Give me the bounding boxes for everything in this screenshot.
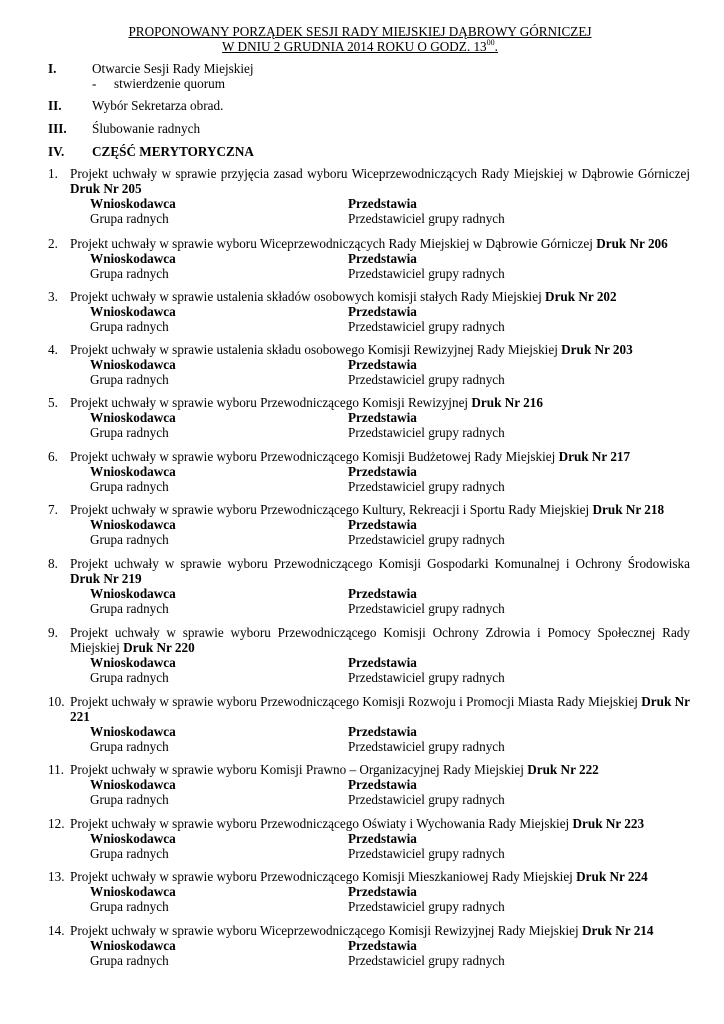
item-description — [70, 694, 690, 724]
title-line-1: PROPONOWANY PORZĄDEK SESJI RADY MIEJSKIEJ DĄBROWY GÓRNICZEJ — [128, 24, 592, 39]
proposer-value: Grupa radnych — [90, 479, 169, 494]
proposer-heading: Wnioskodawca — [90, 357, 176, 372]
subitem-text: stwierdzenie quorum — [114, 76, 225, 91]
item-text: Projekt uchwały w sprawie wyboru Przewodniczącego Komisji Rewizyjnej — [70, 395, 469, 410]
proposer-heading: Wnioskodawca — [90, 938, 176, 953]
item-header-row — [48, 410, 690, 425]
presenter-heading: Przedstawia — [348, 655, 417, 670]
item-description — [70, 556, 690, 586]
document-title — [60, 24, 660, 54]
item-number: 4. — [48, 342, 58, 357]
item-text: Projekt uchwały w sprawie wyboru Wiceprzewodniczącego Komisji Rewizyjnej Rady Miejskiej — [70, 923, 579, 938]
druk-number: Druk Nr 202 — [545, 289, 617, 304]
item-value-row — [48, 532, 690, 547]
druk-number: Druk Nr 205 — [70, 181, 142, 196]
item-number: 13. — [48, 869, 65, 884]
proposer-heading: Wnioskodawca — [90, 517, 176, 532]
item-description — [70, 502, 690, 517]
item-header-row — [48, 196, 690, 211]
item-number: 11. — [48, 762, 64, 777]
item-header-row — [48, 517, 690, 532]
title-line-2-end: . — [494, 39, 498, 54]
agenda-item — [48, 449, 690, 494]
item-text: Projekt uchwały w sprawie wyboru Przewodniczącego Komisji Budżetowej Rady Miejskiej — [70, 449, 556, 464]
item-header-row — [48, 655, 690, 670]
druk-number: Druk Nr 216 — [471, 395, 543, 410]
druk-number: Druk Nr 218 — [592, 502, 665, 517]
druk-number: Druk Nr 206 — [596, 236, 668, 251]
item-description — [70, 816, 690, 831]
item-text: Projekt uchwały w sprawie wyboru Przewodniczącego Komisji Gospodarki Komunalnej i Ochrony Środowiska — [70, 556, 690, 571]
item-number: 8. — [48, 556, 58, 571]
item-value-row — [48, 266, 690, 281]
agenda-item — [48, 816, 690, 861]
item-value-row — [48, 319, 690, 334]
item-description — [70, 923, 690, 938]
presenter-value: Przedstawiciel grupy radnych — [348, 846, 505, 861]
item-description — [70, 869, 690, 884]
section-number: II. — [48, 98, 62, 113]
section-text: Ślubowanie radnych — [92, 121, 201, 136]
item-number: 3. — [48, 289, 58, 304]
item-value-row — [48, 372, 690, 387]
druk-number: Druk Nr 214 — [581, 923, 654, 938]
proposer-heading: Wnioskodawca — [90, 410, 176, 425]
subitem-dash: - — [92, 76, 97, 91]
proposer-value: Grupa radnych — [90, 372, 169, 387]
item-text: Projekt uchwały w sprawie wyboru Przewodniczącego Kultury, Rekreacji i Sportu Rady Miejskiej — [70, 502, 590, 517]
agenda-item — [48, 694, 690, 754]
item-text: Projekt uchwały w sprawie przyjęcia zasad wyboru Wiceprzewodniczących Rady Miejskiej w Dąbrowie Górniczej — [70, 166, 690, 181]
item-text: Projekt uchwały w sprawie ustalenia składu osobowego Komisji Rewizyjnej Rady Miejskiej — [70, 342, 558, 357]
proposer-heading: Wnioskodawca — [90, 464, 176, 479]
proposer-value: Grupa radnych — [90, 899, 169, 914]
presenter-value: Przedstawiciel grupy radnych — [348, 266, 505, 281]
presenter-heading: Przedstawia — [348, 884, 417, 899]
presenter-value: Przedstawiciel grupy radnych — [348, 601, 505, 616]
item-number: 14. — [48, 923, 65, 938]
section-number: IV. — [48, 144, 65, 159]
agenda-item — [48, 289, 690, 334]
agenda-item — [48, 869, 690, 914]
agenda-item — [48, 502, 690, 547]
presenter-value: Przedstawiciel grupy radnych — [348, 899, 505, 914]
druk-number: Druk Nr 222 — [527, 762, 599, 777]
proposer-value: Grupa radnych — [90, 670, 169, 685]
item-text: Projekt uchwały w sprawie wyboru Wiceprzewodniczących Rady Miejskiej w Dąbrowie Górniczej — [70, 236, 593, 251]
druk-number: Druk Nr 221 — [70, 694, 691, 724]
agenda-item — [48, 762, 690, 807]
item-number: 12. — [48, 816, 65, 831]
presenter-heading: Przedstawia — [348, 357, 417, 372]
title-line-2 — [60, 39, 660, 54]
presenter-value: Przedstawiciel grupy radnych — [348, 953, 505, 968]
presenter-value: Przedstawiciel grupy radnych — [348, 792, 505, 807]
druk-number: Druk Nr 223 — [572, 816, 645, 831]
item-header-row — [48, 831, 690, 846]
item-value-row — [48, 846, 690, 861]
presenter-value: Przedstawiciel grupy radnych — [348, 532, 505, 547]
presenter-heading: Przedstawia — [348, 251, 417, 266]
presenter-value: Przedstawiciel grupy radnych — [348, 372, 505, 387]
item-value-row — [48, 601, 690, 616]
presenter-heading: Przedstawia — [348, 517, 417, 532]
presenter-value: Przedstawiciel grupy radnych — [348, 670, 505, 685]
item-number: 10. — [48, 694, 65, 709]
proposer-value: Grupa radnych — [90, 319, 169, 334]
druk-number: Druk Nr 220 — [123, 640, 195, 655]
presenter-heading: Przedstawia — [348, 724, 417, 739]
druk-number: Druk Nr 203 — [561, 342, 633, 357]
item-description — [70, 449, 690, 464]
item-number: 5. — [48, 395, 58, 410]
item-description — [70, 625, 690, 655]
item-header-row — [48, 251, 690, 266]
item-header-row — [48, 304, 690, 319]
agenda-item — [48, 395, 690, 440]
item-header-row — [48, 464, 690, 479]
proposer-heading: Wnioskodawca — [90, 251, 176, 266]
proposer-value: Grupa radnych — [90, 739, 169, 754]
item-text: Projekt uchwały w sprawie wyboru Przewodniczącego Komisji Rozwoju i Promocji Miasta Rady Miejskiej — [70, 694, 638, 709]
item-number: 2. — [48, 236, 58, 251]
presenter-value: Przedstawiciel grupy radnych — [348, 479, 505, 494]
proposer-value: Grupa radnych — [90, 792, 169, 807]
item-text: Projekt uchwały w sprawie wyboru Komisji Prawno – Organizacyjnej Rady Miejskiej — [70, 762, 524, 777]
agenda-item — [48, 166, 690, 226]
item-value-row — [48, 211, 690, 226]
section-number: I. — [48, 61, 57, 76]
proposer-value: Grupa radnych — [90, 846, 169, 861]
proposer-heading: Wnioskodawca — [90, 831, 176, 846]
proposer-value: Grupa radnych — [90, 532, 169, 547]
presenter-value: Przedstawiciel grupy radnych — [348, 425, 505, 440]
item-header-row — [48, 884, 690, 899]
agenda-item — [48, 923, 690, 968]
druk-number: Druk Nr 219 — [70, 571, 142, 586]
item-value-row — [48, 425, 690, 440]
presenter-heading: Przedstawia — [348, 464, 417, 479]
presenter-heading: Przedstawia — [348, 777, 417, 792]
item-header-row — [48, 938, 690, 953]
item-description — [70, 395, 690, 410]
presenter-value: Przedstawiciel grupy radnych — [348, 319, 505, 334]
presenter-value: Przedstawiciel grupy radnych — [348, 211, 505, 226]
proposer-heading: Wnioskodawca — [90, 777, 176, 792]
section-text: CZĘŚĆ MERYTORYCZNA — [92, 144, 254, 159]
presenter-heading: Przedstawia — [348, 586, 417, 601]
item-text: Projekt uchwały w sprawie ustalenia składów osobowych komisji stałych Rady Miejskiej — [70, 289, 542, 304]
proposer-heading: Wnioskodawca — [90, 884, 176, 899]
druk-number: Druk Nr 217 — [558, 449, 631, 464]
agenda-item — [48, 625, 690, 685]
item-text: Projekt uchwały w sprawie wyboru Przewodniczącego Oświaty i Wychowania Rady Miejskiej — [70, 816, 570, 831]
presenter-heading: Przedstawia — [348, 410, 417, 425]
section-text: Wybór Sekretarza obrad. — [92, 98, 224, 113]
agenda-item — [48, 342, 690, 387]
item-text: Projekt uchwały w sprawie wyboru Przewodniczącego Komisji Ochrony Zdrowia i Pomocy Społecznej Rady Miejskiej — [70, 625, 690, 655]
item-description — [70, 166, 690, 196]
item-description — [70, 289, 690, 304]
proposer-heading: Wnioskodawca — [90, 304, 176, 319]
item-value-row — [48, 479, 690, 494]
item-header-row — [48, 586, 690, 601]
proposer-value: Grupa radnych — [90, 953, 169, 968]
druk-number: Druk Nr 224 — [576, 869, 648, 884]
presenter-heading: Przedstawia — [348, 304, 417, 319]
proposer-heading: Wnioskodawca — [90, 655, 176, 670]
agenda-item — [48, 556, 690, 616]
item-header-row — [48, 357, 690, 372]
item-header-row — [48, 724, 690, 739]
proposer-value: Grupa radnych — [90, 425, 169, 440]
item-value-row — [48, 670, 690, 685]
item-value-row — [48, 953, 690, 968]
proposer-heading: Wnioskodawca — [90, 586, 176, 601]
proposer-heading: Wnioskodawca — [90, 724, 176, 739]
presenter-heading: Przedstawia — [348, 938, 417, 953]
time-minutes: 00 — [486, 38, 495, 47]
proposer-value: Grupa radnych — [90, 266, 169, 281]
proposer-value: Grupa radnych — [90, 211, 169, 226]
item-value-row — [48, 739, 690, 754]
presenter-heading: Przedstawia — [348, 196, 417, 211]
item-text: Projekt uchwały w sprawie wyboru Przewodniczącego Komisji Mieszkaniowej Rady Miejskiej — [70, 869, 573, 884]
item-number: 6. — [48, 449, 58, 464]
item-value-row — [48, 792, 690, 807]
item-value-row — [48, 899, 690, 914]
item-header-row — [48, 777, 690, 792]
section-1-subitem — [92, 76, 225, 91]
item-description — [70, 342, 690, 357]
presenter-heading: Przedstawia — [348, 831, 417, 846]
section-text: Otwarcie Sesji Rady Miejskiej — [92, 61, 254, 76]
presenter-value: Przedstawiciel grupy radnych — [348, 739, 505, 754]
item-number: 9. — [48, 625, 58, 640]
item-number: 7. — [48, 502, 58, 517]
agenda-item — [48, 236, 690, 281]
proposer-value: Grupa radnych — [90, 601, 169, 616]
item-number: 1. — [48, 166, 58, 181]
item-description — [70, 236, 690, 251]
section-number: III. — [48, 121, 67, 136]
title-line-2-text: W DNIU 2 GRUDNIA 2014 ROKU O GODZ. 13 — [222, 39, 487, 54]
proposer-heading: Wnioskodawca — [90, 196, 176, 211]
item-description — [70, 762, 690, 777]
